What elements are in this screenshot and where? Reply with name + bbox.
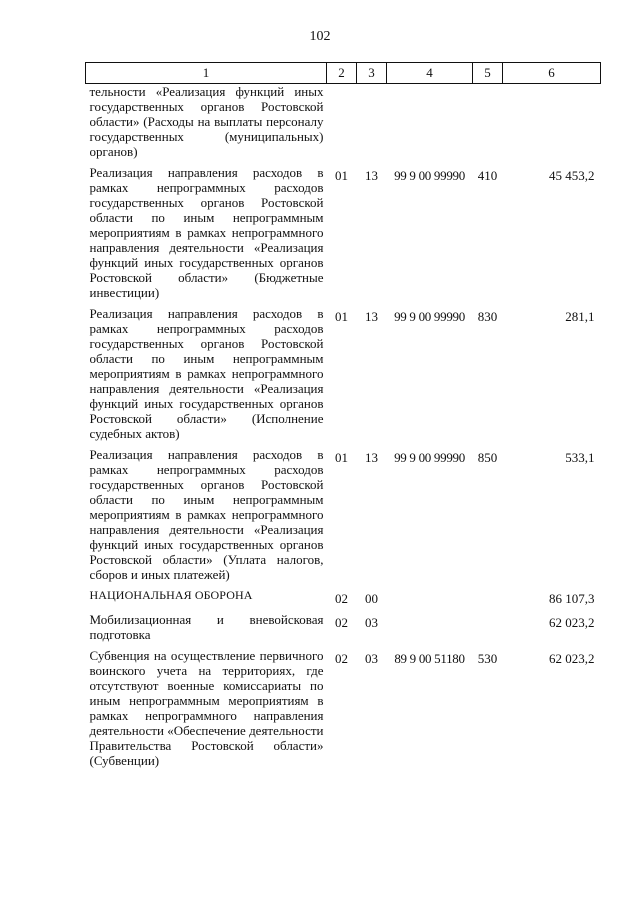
row-expense-type <box>473 588 503 612</box>
row-amount: 533,1 <box>565 450 595 465</box>
row-description: Субвенция на осуществление первичного воинского учета на территориях, где отсутствуют военные комиссариаты по иным непрограммным мероприятиям в рамках непрограммного направления деятельности «Обеспечение деятельности Правительства Ростовской области» (Субвенции) <box>89 648 324 768</box>
row-section: 02 <box>335 591 348 606</box>
row-expense-type: 530 <box>477 651 498 666</box>
table-header-row <box>86 63 601 84</box>
row-target-code <box>387 612 473 648</box>
row-section: 01 <box>335 168 348 183</box>
table-row <box>86 648 601 774</box>
row-subsection: 03 <box>365 651 378 666</box>
row-section: 02 <box>335 651 348 666</box>
table-row <box>86 165 601 306</box>
row-description: Реализация направления расходов в рамках непрограммных расходов государственных органов Ростовской области по иным непрограммным мероприятиям в рамках непрограммного направления деятельности «Реализация функций иных государственных органов Ростовской области» (Уплата налогов, сборов и иных платежей) <box>89 447 324 582</box>
row-expense-type: 830 <box>477 309 498 324</box>
row-section <box>327 84 357 166</box>
row-expense-type: 410 <box>477 168 498 183</box>
row-amount: 86 107,3 <box>549 591 595 606</box>
table-row <box>86 306 601 447</box>
column-header: 4 <box>387 63 473 84</box>
page-number: 102 <box>309 29 331 44</box>
row-section: 01 <box>335 450 348 465</box>
row-description: тельности «Реализация функций иных государственных органов Ростовской области» (Расходы на выплаты персоналу государственных (муниципальных) органов) <box>89 84 324 159</box>
row-target-code: 99 9 00 99990 <box>394 309 465 324</box>
row-expense-type: 850 <box>477 450 498 465</box>
table-row <box>86 612 601 648</box>
table-row <box>86 84 601 166</box>
row-section: 02 <box>335 615 348 630</box>
row-amount <box>503 84 601 166</box>
row-target-code <box>387 84 473 166</box>
row-amount: 62 023,2 <box>549 651 595 666</box>
row-target-code: 89 9 00 51180 <box>394 651 465 666</box>
row-amount: 45 453,2 <box>549 168 595 183</box>
row-subsection: 13 <box>365 168 378 183</box>
row-target-code <box>387 588 473 612</box>
column-header: 5 <box>473 63 503 84</box>
row-description: НАЦИОНАЛЬНАЯ ОБОРОНА <box>89 588 253 602</box>
column-header: 3 <box>357 63 387 84</box>
column-header: 6 <box>503 63 601 84</box>
row-subsection: 00 <box>365 591 378 606</box>
row-amount: 62 023,2 <box>549 615 595 630</box>
row-subsection: 13 <box>365 309 378 324</box>
row-subsection <box>357 84 387 166</box>
row-expense-type <box>473 612 503 648</box>
row-subsection: 03 <box>365 615 378 630</box>
table-row <box>86 588 601 612</box>
row-description: Мобилизационная и вневойсковая подготовка <box>89 612 324 642</box>
row-amount: 281,1 <box>565 309 595 324</box>
column-header: 1 <box>86 63 327 84</box>
row-expense-type <box>473 84 503 166</box>
column-header: 2 <box>327 63 357 84</box>
table-row <box>86 447 601 588</box>
row-target-code: 99 9 00 99990 <box>394 450 465 465</box>
row-description: Реализация направления расходов в рамках непрограммных расходов государственных органов Ростовской области по иным непрограммным мероприятиям в рамках непрограммного направления деятельности «Реализация функций иных государственных органов Ростовской области» (Бюджетные инвестиции) <box>89 165 324 300</box>
row-section: 01 <box>335 309 348 324</box>
row-target-code: 99 9 00 99990 <box>394 168 465 183</box>
budget-table <box>85 62 601 774</box>
row-description: Реализация направления расходов в рамках непрограммных расходов государственных органов Ростовской области по иным непрограммным мероприятиям в рамках непрограммного направления деятельности «Реализация функций иных государственных органов Ростовской области» (Исполнение судебных актов) <box>89 306 324 441</box>
row-subsection: 13 <box>365 450 378 465</box>
